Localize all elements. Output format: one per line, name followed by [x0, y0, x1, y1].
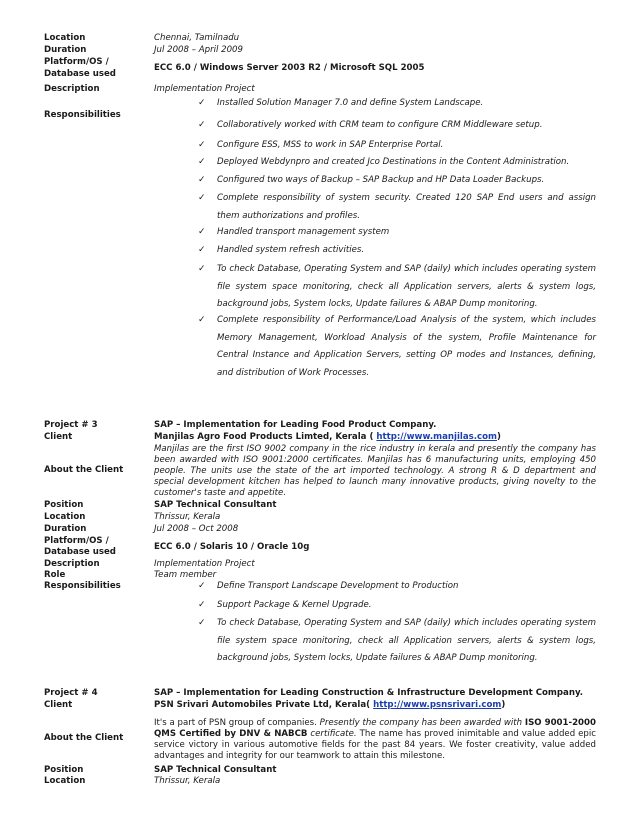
project3-client: [154, 432, 501, 443]
about-certificate-word: certificate.: [307, 729, 357, 739]
project3-description-label: Description: [44, 559, 100, 569]
project4-location: Thrissur, Kerala: [154, 776, 221, 786]
responsibility-item: Complete responsibility of Performance/Load Analysis of the system, which includes Memory Management, Workload Analysis of the system, Profile Maintenance for Central Instance and Application Servers, setting OP modes and Instances, defining, and distribution of Work Processes.: [217, 315, 596, 378]
client-website-link[interactable]: http://www.psnsrivari.com: [373, 700, 502, 710]
checkmark-icon: ✓: [198, 120, 206, 130]
client-suffix: ): [501, 700, 506, 710]
project4-client: [154, 700, 505, 711]
responsibility-item: Configure ESS, MSS to work in SAP Enterprise Portal.: [217, 140, 444, 150]
platform-label-line1: Platform/OS /: [44, 57, 109, 67]
project3-label: Project # 3: [44, 420, 98, 430]
checkmark-icon: ✓: [198, 193, 206, 203]
responsibility-item: Define Transport Landscape Development to Production: [217, 581, 459, 591]
checkmark-icon: ✓: [198, 98, 206, 108]
project4-title: SAP – Implementation for Leading Construction & Infrastructure Development Company.: [154, 688, 584, 698]
about-certification: ISO 9001-2000 QMS Certified by DNV & NABCB: [154, 718, 596, 739]
project3-about-text: Manjilas are the first ISO 9002 company in the rice industry in kerala and presently the company has been awarded with ISO 9001:2000 certificates. Manjilas has 6 manufacturing units, employing 450 people. The units use the state of the art imported technology. A strong R & D department and special development kitchen has helped to launch many innovative products, giving novelty to the customer's taste and appetite.: [154, 444, 596, 498]
responsibility-item: To check Database, Operating System and SAP (daily) which includes operating system file system space monitoring, check all Application servers, alerts & system logs, background jobs, System locks, Update failures & ABAP Dump monitoring.: [217, 618, 596, 663]
checkmark-icon: ✓: [198, 227, 206, 237]
responsibilities-label: Responsibilities: [44, 110, 121, 120]
about-award-intro: Presently the company has been awarded with: [319, 718, 525, 728]
project3-duration: Jul 2008 – Oct 2008: [154, 524, 239, 534]
about-intro: It's a part of PSN group of companies.: [154, 718, 320, 728]
client-suffix: ): [496, 432, 501, 442]
project3-duration-label: Duration: [44, 524, 87, 534]
project3-role: Team member: [154, 570, 217, 580]
checkmark-icon: ✓: [198, 157, 206, 167]
project3-description: Implementation Project: [154, 559, 255, 569]
responsibility-item: Deployed Webdynpro and created Jco Destinations in the Content Administration.: [217, 157, 570, 167]
checkmark-icon: ✓: [198, 264, 206, 274]
project3-platform: ECC 6.0 / Solaris 10 / Oracle 10g: [154, 542, 310, 552]
location-label: Location: [44, 33, 86, 43]
project3-responsibilities-label: Responsibilities: [44, 581, 121, 591]
checkmark-icon: ✓: [198, 245, 206, 255]
project4-label: Project # 4: [44, 688, 98, 698]
about-rest: The name has proved inimitable and value added epic service victory in various automotive fields for the past 84 years. We foster creativity, value added advantages and integrity for our teamwork to attain this milestone.: [154, 729, 596, 761]
project3-location: Thrissur, Kerala: [154, 512, 221, 522]
duration-value: Jul 2008 – April 2009: [154, 45, 243, 55]
responsibility-item: Complete responsibility of system security. Created 120 SAP End users and assign them authorizations and profiles.: [217, 193, 596, 221]
checkmark-icon: ✓: [198, 175, 206, 185]
responsibility-item: Support Package & Kernel Upgrade.: [217, 600, 372, 610]
project3-client-label: Client: [44, 432, 73, 442]
project3-platform-label-line2: Database used: [44, 547, 116, 557]
duration-label: Duration: [44, 45, 87, 55]
responsibility-item: Installed Solution Manager 7.0 and define System Landscape.: [217, 98, 484, 108]
checkmark-icon: ✓: [198, 618, 206, 628]
project3-about-label: About the Client: [44, 465, 124, 475]
responsibility-item: Configured two ways of Backup – SAP Backup and HP Data Loader Backups.: [217, 175, 545, 185]
checkmark-icon: ✓: [198, 140, 206, 150]
project4-position: SAP Technical Consultant: [154, 765, 277, 775]
responsibility-item: To check Database, Operating System and SAP (daily) which includes operating system file system space monitoring, check all Application servers, alerts & system logs, background jobs, System locks, Update failures & ABAP Dump monitoring.: [217, 264, 596, 309]
description-value: Implementation Project: [154, 84, 255, 94]
location-value: Chennai, Tamilnadu: [154, 33, 240, 43]
project4-location-label: Location: [44, 776, 86, 786]
platform-label-line2: Database used: [44, 69, 116, 79]
project4-client-label: Client: [44, 700, 73, 710]
checkmark-icon: ✓: [198, 581, 206, 591]
checkmark-icon: ✓: [198, 315, 206, 325]
platform-value: ECC 6.0 / Windows Server 2003 R2 / Microsoft SQL 2005: [154, 63, 425, 73]
project3-platform-label-line1: Platform/OS /: [44, 536, 109, 546]
responsibility-item: Collaboratively worked with CRM team to configure CRM Middleware setup.: [217, 120, 543, 130]
project4-about-label: About the Client: [44, 733, 124, 743]
client-name: Manjilas Agro Food Products Limted, Kerala (: [154, 432, 377, 442]
project3-position-label: Position: [44, 500, 84, 510]
checkmark-icon: ✓: [198, 600, 206, 610]
responsibility-item: Handled system refresh activities.: [217, 245, 365, 255]
project3-title: SAP – Implementation for Leading Food Product Company.: [154, 420, 437, 430]
responsibility-item: Handled transport management system: [217, 227, 390, 237]
project4-position-label: Position: [44, 765, 84, 775]
client-name: PSN Srivari Automobiles Private Ltd, Kerala(: [154, 700, 374, 710]
project3-location-label: Location: [44, 512, 86, 522]
description-label: Description: [44, 84, 100, 94]
project3-position: SAP Technical Consultant: [154, 500, 277, 510]
client-website-link[interactable]: http://www.manjilas.com: [376, 432, 497, 442]
project3-role-label: Role: [44, 570, 66, 580]
project4-about-text: [154, 718, 596, 762]
